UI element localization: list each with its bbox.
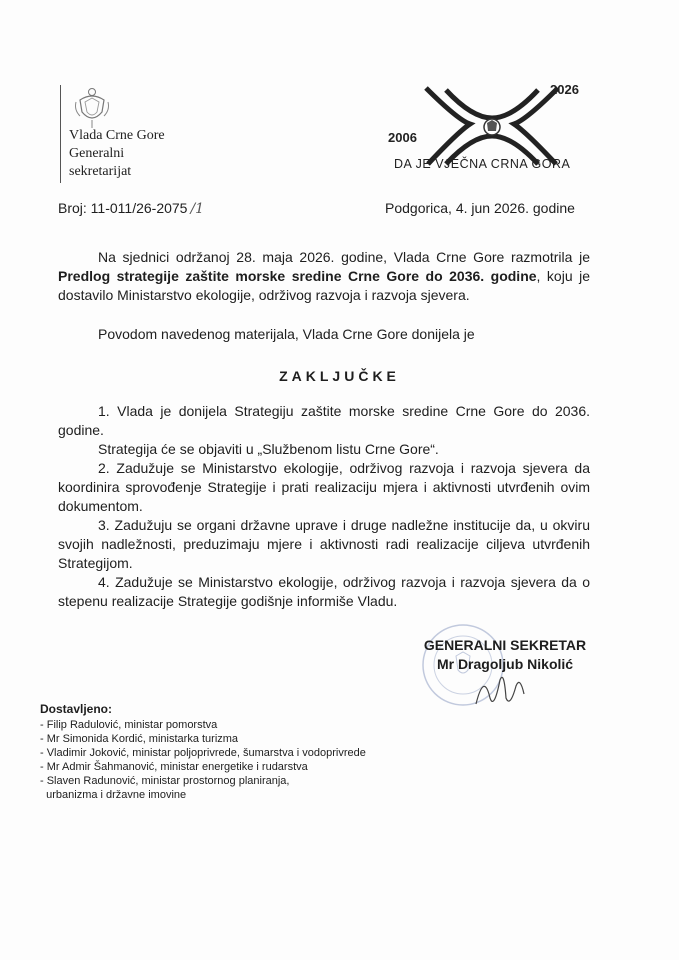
distribution-item: - Filip Radulović, ministar pomorstva xyxy=(40,719,218,731)
distribution-label: Dostavljeno: xyxy=(40,702,113,716)
conclusion-4: 4. Zadužuje se Ministarstvo ekologije, održivog razvoja i razvoja sjevera da o stepenu realizacije Strategije godišnje informiše Vladu. xyxy=(58,574,590,609)
conclusion-3: 3. Zadužuju se organi državne uprave i druge nadležne institucije da, u okviru svojih nadležnosti, preduzimaju mjere i aktivnosti radi realizacije ciljeva utvrđenih Strategijom. xyxy=(58,517,590,571)
broj-text: Broj: 11-011/26-2075 xyxy=(58,200,188,216)
conclusion-1: 1. Vlada je donijela Strategiju zaštite morske sredine Crne Gore do 2036. godine. xyxy=(58,403,590,438)
conclusion-1-note: Strategija će se objaviti u „Službenom listu Crne Gore“. xyxy=(98,441,439,457)
distribution-list xyxy=(40,702,366,802)
conclusions-title: ZAKLJUČKE xyxy=(279,368,400,384)
handwritten-signature xyxy=(470,668,530,714)
distribution-item: - Mr Simonida Kordić, ministarka turizma xyxy=(40,733,239,745)
government-name xyxy=(69,127,165,181)
signature-name: Mr Dragoljub Nikolić xyxy=(436,656,574,672)
intro-paragraph-2: Povodom navedenog materijala, Vlada Crne Gore donijela je xyxy=(98,326,475,342)
anniversary-logo xyxy=(388,78,598,176)
intro-text: Na sjednici održanoj 28. maja 2026. godine, Vlada Crne Gore razmotrila je xyxy=(98,249,590,265)
conclusion-2: 2. Zadužuje se Ministarstvo ekologije, održivog razvoja i razvoja sjevera da koordinira sprovođenje Strategije i prati realizaciju mjera i aktivnosti utvrđenih ovim dokumentom. xyxy=(58,460,590,514)
handwritten-mark: /1 xyxy=(190,201,205,217)
coat-of-arms-icon xyxy=(72,86,112,130)
intro-text-end: , koju je dostavilo Ministarstvo ekologije, održivog razvoja i razvoja sjevera. xyxy=(58,268,590,303)
logo-year-right: 2026 xyxy=(550,82,579,97)
strategy-title: Predlog strategije zaštite morske sredine Crne Gore do 2036. godine xyxy=(58,268,537,284)
intro-paragraph xyxy=(58,248,590,305)
header-divider xyxy=(60,85,61,183)
signature-role: GENERALNI SEKRETAR xyxy=(423,637,587,653)
gov-line: Vlada Crne Gore xyxy=(69,128,165,143)
gov-line: sekretarijat xyxy=(69,164,132,179)
distribution-item: - Vladimir Joković, ministar poljoprivrede, šumarstva i vodoprivrede xyxy=(40,747,366,759)
gov-line: Generalni xyxy=(69,146,125,161)
distribution-item: urbanizma i državne imovine xyxy=(40,789,187,801)
distribution-item: - Mr Admir Šahmanović, ministar energetike i rudarstva xyxy=(40,761,308,773)
logo-motto: DA JE VJEČNA CRNA GORA xyxy=(394,157,571,171)
logo-year-left: 2006 xyxy=(388,130,417,145)
distribution-item: - Slaven Radunović, ministar prostornog planiranja, xyxy=(40,775,290,787)
document-date: Podgorica, 4. jun 2026. godine xyxy=(385,200,575,216)
reference-number xyxy=(58,200,204,217)
